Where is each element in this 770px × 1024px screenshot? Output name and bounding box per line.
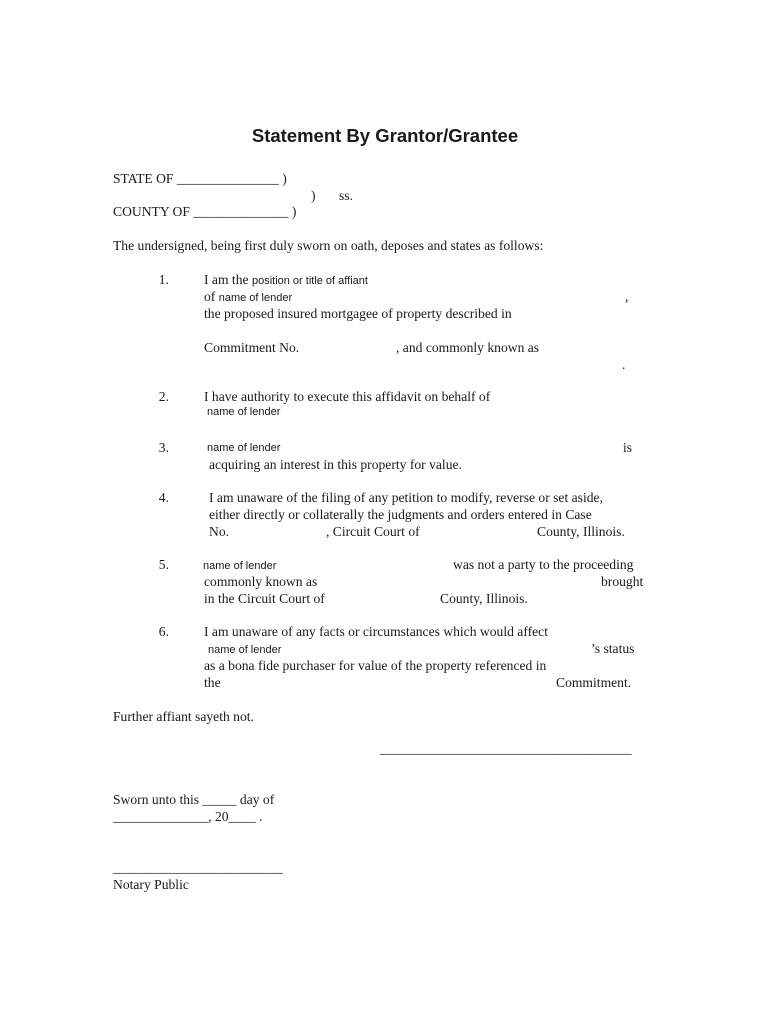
case-no-label: No. (209, 524, 230, 539)
circuit-court-label-2: in the Circuit Court of (204, 591, 325, 606)
item-5-line-1-end: was not a party to the proceeding (453, 557, 634, 572)
lender-name-field-2[interactable]: name of lender (207, 406, 281, 418)
sworn-line-1: Sworn unto this _____ day of (113, 792, 275, 807)
brought-label: brought (601, 574, 644, 589)
commitment-no-label: Commitment No. (204, 340, 300, 355)
notary-signature-line[interactable]: _________________________ (113, 860, 283, 875)
item-6-line-3: as a bona fide purchaser for value of the property referenced in (204, 658, 547, 673)
circuit-court-label: , Circuit Court of (326, 524, 420, 539)
lender-name-field-3[interactable]: name of lender (207, 442, 281, 454)
item-1-period: . (622, 357, 626, 372)
notary-label: Notary Public (113, 877, 189, 892)
lender-name-field-5[interactable]: name of lender (208, 644, 282, 656)
item-2-number: 2. (158, 389, 169, 404)
commonly-known-label: , and commonly known as (396, 340, 540, 355)
closing-text: Further affiant sayeth not. (113, 709, 254, 724)
state-line: STATE OF _______________ ) (113, 171, 287, 186)
item-5-number: 5. (158, 557, 169, 572)
item-4-line-2: either directly or collaterally the judgments and orders entered in Case (209, 507, 592, 522)
item-3-line-2: acquiring an interest in this property for value. (209, 457, 462, 472)
status-label: ’s status (591, 641, 635, 656)
commonly-known-label-2: commonly known as (204, 574, 318, 589)
sworn-line-2: ______________, 20____ . (113, 809, 263, 824)
item-6-the: the (204, 675, 221, 690)
item-1-text-of: of (204, 289, 216, 304)
item-1-line-3: the proposed insured mortgagee of property described in (204, 306, 512, 321)
signature-line[interactable]: _____________________________________ (380, 741, 632, 756)
page-title: Statement By Grantor/Grantee (251, 125, 519, 146)
lender-name-field-1[interactable]: name of lender (218, 292, 293, 304)
item-1-number: 1. (158, 272, 169, 287)
item-6-line-1: I am unaware of any facts or circumstances which would affect (204, 624, 548, 639)
item-1-text-iam: I am the (204, 272, 249, 287)
county-illinois-label-2: County, Illinois. (440, 591, 528, 606)
item-2-line-1: I have authority to execute this affidavit on behalf of (204, 389, 491, 404)
item-4-number: 4. (158, 490, 169, 505)
position-title-field[interactable]: position or title of affiant (251, 275, 368, 287)
commitment-label: Commitment. (556, 675, 632, 690)
venue-paren: ) (311, 188, 316, 203)
item-3-is: is (623, 440, 633, 455)
item-6-number: 6. (158, 624, 169, 639)
county-line: COUNTY OF ______________ ) (113, 204, 297, 219)
lender-name-field-4[interactable]: name of lender (203, 560, 277, 572)
county-illinois-label-1: County, Illinois. (537, 524, 625, 539)
item-1-comma: , (625, 289, 629, 304)
ss-label: ss. (339, 188, 353, 203)
intro-text: The undersigned, being first duly sworn on oath, deposes and states as follows: (113, 238, 544, 253)
item-4-line-1: I am unaware of the filing of any petition to modify, reverse or set aside, (209, 490, 603, 505)
item-3-number: 3. (158, 440, 169, 455)
